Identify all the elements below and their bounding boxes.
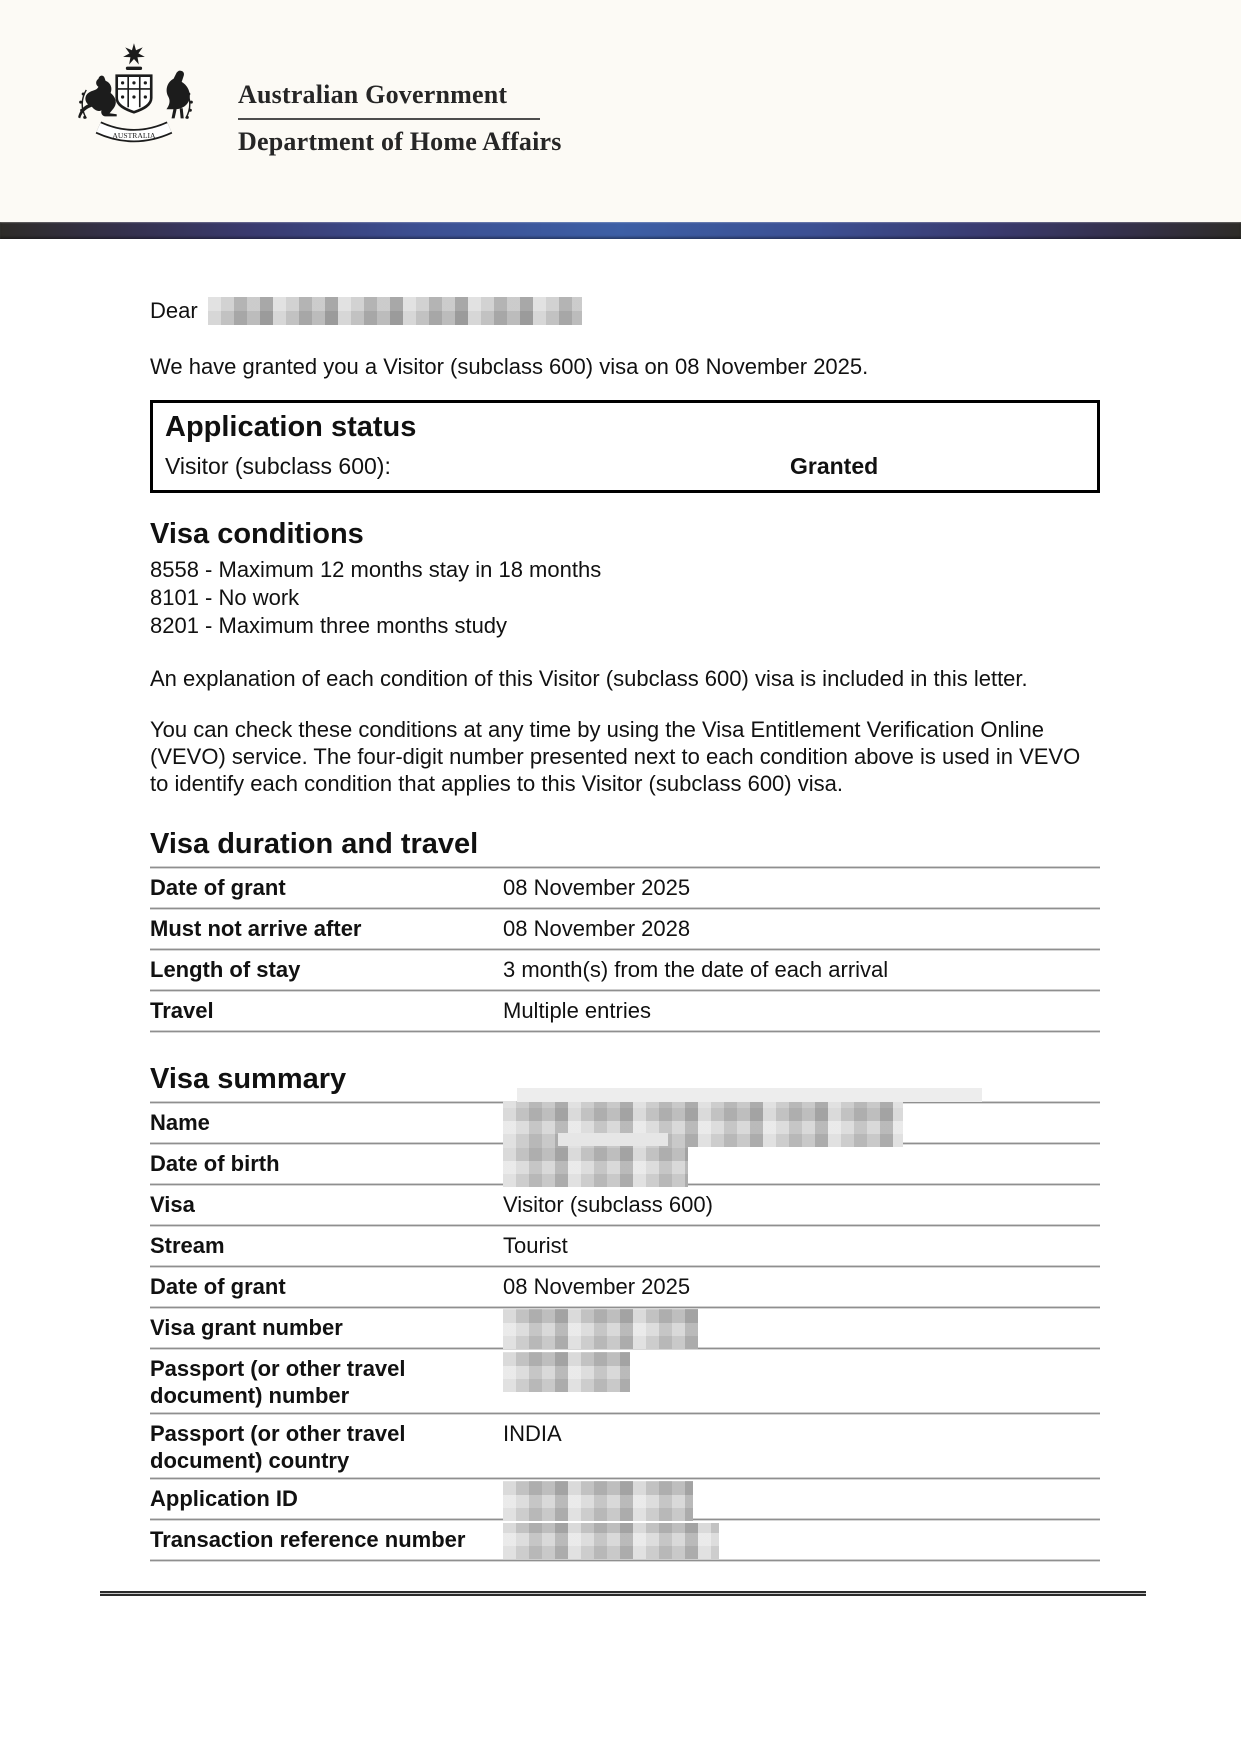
table-row — [150, 910, 1100, 948]
row-value: Visitor (subclass 600) — [503, 1192, 713, 1217]
row-label: Transaction reference number — [150, 1527, 466, 1552]
row-label: Length of stay — [150, 957, 301, 982]
row-label: Travel — [150, 998, 214, 1023]
row-value: Multiple entries — [503, 998, 651, 1023]
redacted-recipient-name — [208, 297, 582, 325]
visa-conditions-list — [150, 556, 1100, 640]
intro-paragraph: We have granted you a Visitor (subclass 600) visa on 08 November 2025. — [150, 354, 869, 379]
vevo-paragraph: You can check these conditions at any time by using the Visa Entitlement Verification Online (VEVO) service. The four-digit number presented next to each condition above is used in VEVO to identify each condition that applies to this Visitor (subclass 600) visa. — [150, 717, 1081, 796]
row-label: Must not arrive after — [150, 916, 362, 941]
salutation-prefix: Dear — [150, 298, 198, 323]
government-title: Australian Government — [238, 80, 508, 109]
table-row — [150, 1309, 1100, 1347]
redacted-visa-grant-number-value — [503, 1309, 698, 1349]
application-status-title: Application status — [165, 411, 417, 443]
salutation — [150, 296, 1100, 326]
row-label: Stream — [150, 1233, 225, 1258]
government-titles — [238, 40, 562, 157]
visa-conditions-title: Visa conditions — [150, 518, 364, 550]
table-row — [150, 1186, 1100, 1224]
application-status-row — [165, 451, 1085, 481]
row-value — [503, 1526, 1100, 1553]
table-row — [150, 992, 1100, 1030]
conditions-explanation: An explanation of each condition of this Visitor (subclass 600) visa is included in this letter. — [150, 666, 1028, 691]
row-label: Application ID — [150, 1486, 298, 1511]
application-status-value: Granted — [790, 453, 879, 479]
footer-rule — [100, 1591, 1146, 1596]
row-label: Date of grant — [150, 875, 286, 900]
row-label: Date of grant — [150, 1274, 286, 1299]
visa-duration-table — [150, 866, 1100, 1033]
redacted-date-of-birth-value — [503, 1145, 688, 1187]
condition-item: 8201 - Maximum three months study — [150, 613, 508, 638]
row-value — [503, 1109, 1100, 1136]
condition-item: 8558 - Maximum 12 months stay in 18 months — [150, 557, 602, 582]
redacted-application-id-value — [503, 1481, 693, 1521]
redacted-transaction-reference-value — [503, 1523, 719, 1559]
row-value — [503, 1355, 1100, 1382]
row-label: Passport (or other travel document) number — [150, 1356, 406, 1408]
row-value — [503, 1485, 1100, 1512]
row-label: Date of birth — [150, 1151, 280, 1176]
visa-summary-table — [150, 1101, 1100, 1562]
table-row — [150, 1350, 1100, 1412]
row-label: Passport (or other travel document) country — [150, 1421, 406, 1473]
table-row — [150, 1227, 1100, 1265]
visa-duration-title: Visa duration and travel — [150, 828, 479, 860]
header-band — [0, 0, 1241, 222]
table-row — [150, 1415, 1100, 1477]
redacted-passport-number-value — [503, 1352, 630, 1392]
star-icon — [123, 43, 145, 64]
table-row — [150, 1268, 1100, 1306]
condition-item: 8101 - No work — [150, 585, 300, 610]
row-value: 08 November 2025 — [503, 875, 691, 900]
table-row — [150, 1521, 1100, 1559]
row-value: 08 November 2028 — [503, 916, 691, 941]
row-value: 3 month(s) from the date of each arrival — [503, 957, 889, 982]
header-divider — [238, 118, 540, 120]
visa-summary-title: Visa summary — [150, 1063, 347, 1095]
table-row — [150, 951, 1100, 989]
department-title: Department of Home Affairs — [238, 127, 562, 156]
coat-of-arms-icon — [70, 40, 202, 148]
row-label: Visa — [150, 1192, 195, 1217]
table-row — [150, 1480, 1100, 1518]
row-value — [503, 1314, 1100, 1341]
letter-body — [150, 239, 1100, 1562]
header-gradient-bar — [0, 222, 1241, 239]
row-value: INDIA — [503, 1421, 562, 1446]
banner-text: AUSTRALIA — [112, 131, 156, 141]
table-row — [150, 1145, 1100, 1183]
row-value: Tourist — [503, 1233, 568, 1258]
row-value: 08 November 2025 — [503, 1274, 691, 1299]
table-rule — [150, 1030, 1100, 1033]
row-value — [503, 1150, 1100, 1177]
row-label: Visa grant number — [150, 1315, 343, 1340]
table-row — [150, 869, 1100, 907]
application-status-box — [150, 400, 1100, 493]
government-logo — [70, 40, 562, 157]
application-status-label: Visitor (subclass 600): — [165, 453, 391, 479]
table-rule — [150, 1559, 1100, 1562]
row-label: Name — [150, 1110, 210, 1135]
